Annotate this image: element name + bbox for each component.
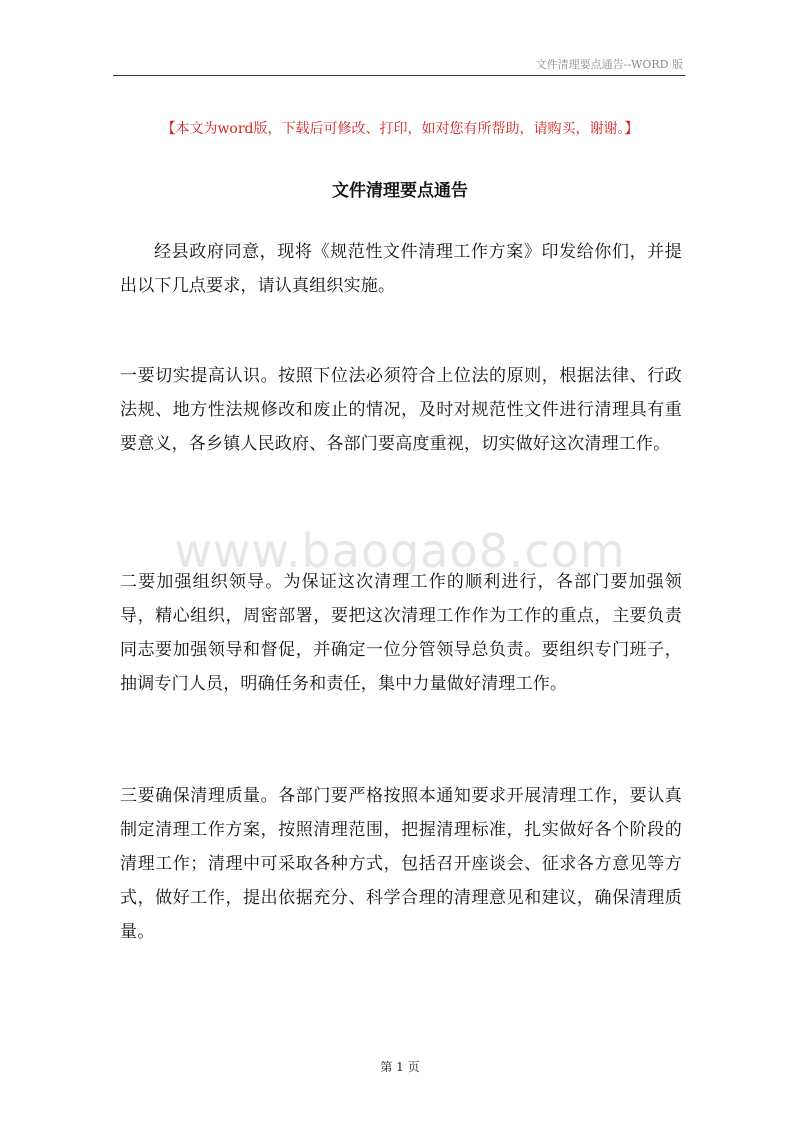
paragraph-point-2: 二要加强组织领导。为保证这次清理工作的顺利进行，各部门要加强领导，精心组织，周密部署，要把这次清理工作作为工作的重点，主要负责同志要加强领导和督促，并确定一位分管领导总负责。要组织专门班子，抽调专门人员，明确任务和责任，集中力量做好清理工作。 xyxy=(120,572,682,694)
page-number: 第 1 页 xyxy=(380,1060,420,1074)
paragraph-intro: 经县政府同意，现将《规范性文件清理工作方案》印发给你们，并提出以下几点要求，请认真组织实施。 xyxy=(120,242,682,296)
paragraph-point-3: 三要确保清理质量。各部门要严格按照本通知要求开展清理工作，要认真制定清理工作方案，按照清理范围，把握清理标准，扎实做好各个阶段的清理工作；清理中可采取各种方式，包括召开座谈会、征求各方意见等方式，做好工作，提出依据充分、科学合理的清理意见和建议，确保清理质量。 xyxy=(120,786,682,942)
page-header-title: 文件清理要点通告--WORD 版 xyxy=(535,58,683,71)
purchase-notice: 【本文为word版，下载后可修改、打印，如对您有所帮助，请购买，谢谢。】 xyxy=(161,121,639,137)
document-title: 文件清理要点通告 xyxy=(332,181,468,201)
header-divider xyxy=(113,75,685,76)
watermark-text: www.baogao8.com xyxy=(174,524,626,578)
paragraph-point-1: 一要切实提高认识。按照下位法必须符合上位法的原则，根据法律、行政法规、地方性法规修改和废止的情况，及时对规范性文件进行清理具有重要意义，各乡镇人民政府、各部门要高度重视，切实做好这次清理工作。 xyxy=(120,366,682,454)
